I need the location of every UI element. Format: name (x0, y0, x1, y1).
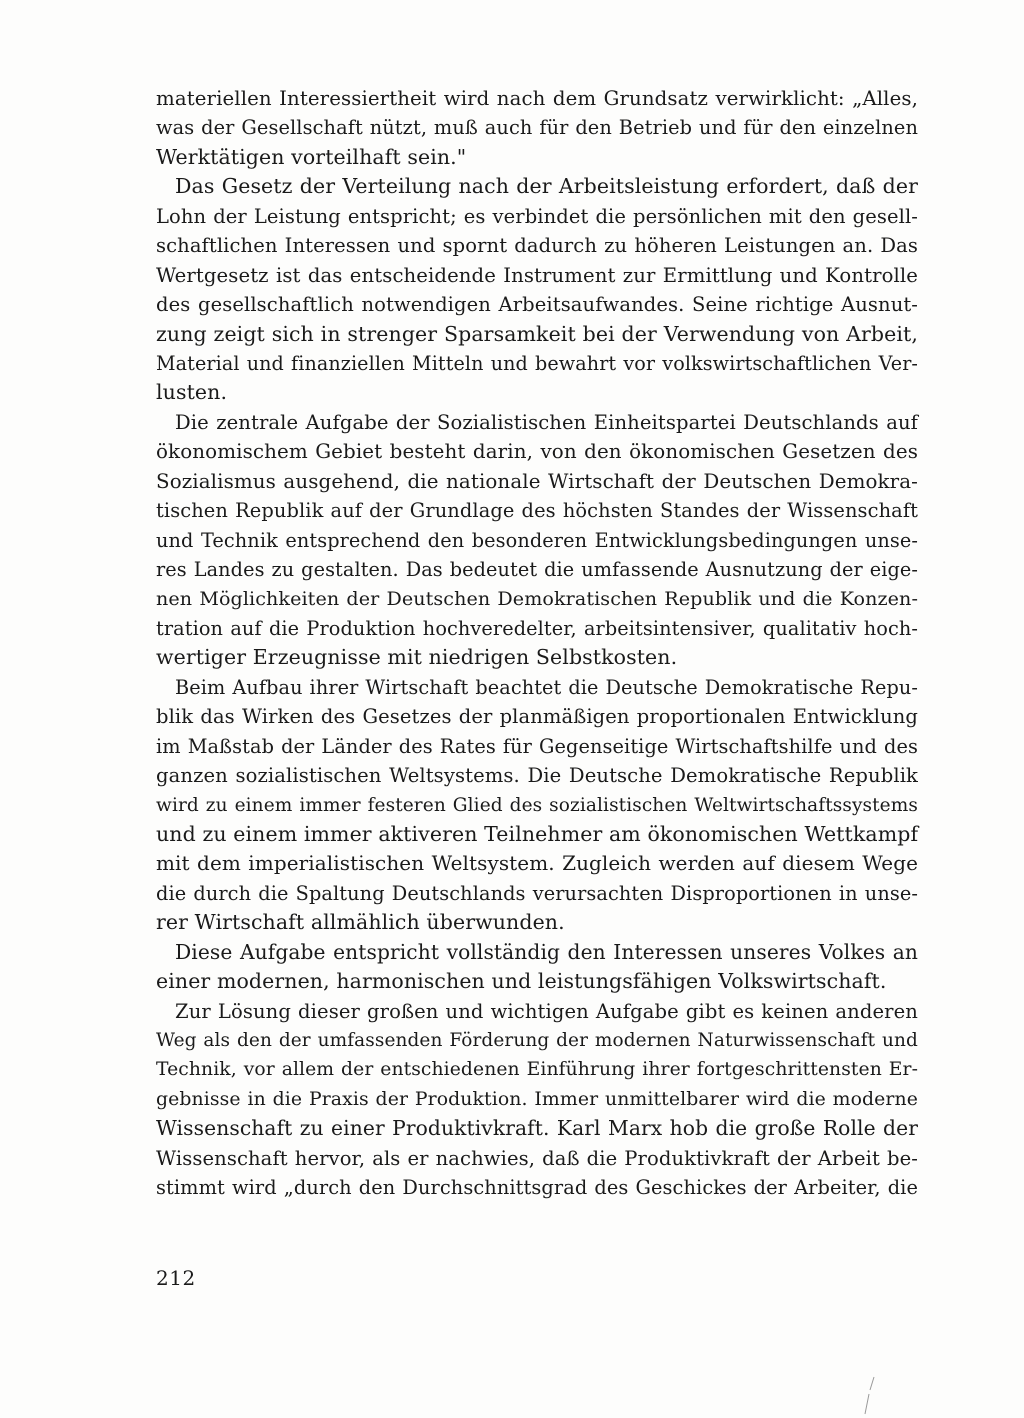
margin-pencil-mark (862, 1376, 864, 1416)
text-line: schaftlichen Interessen und spornt dadurch zu höheren Leistungen an. Das (156, 234, 918, 258)
text-line: einer modernen, harmonischen und leistungsfähigen Volkswirtschaft. (156, 969, 887, 994)
text-line: Das Gesetz der Verteilung nach der Arbeitsleistung erfordert, daß der (175, 174, 918, 199)
text-line: blik das Wirken des Gesetzes der planmäßigen proportionalen Entwicklung (156, 705, 918, 729)
text-line: Material und finanziellen Mitteln und bewahrt vor volkswirtschaftlichen Ver- (156, 351, 918, 375)
text-line: im Maßstab der Länder des Rates für Gegenseitige Wirtschaftshilfe und des (156, 734, 918, 758)
text-line: Wissenschaft zu einer Produktivkraft. Karl Marx hob die große Rolle der (156, 1116, 918, 1141)
text-line: nen Möglichkeiten der Deutschen Demokratischen Republik und die Konzen- (156, 587, 918, 611)
text-line: stimmt wird „durch den Durchschnittsgrad des Geschickes der Arbeiter, die (156, 1176, 918, 1200)
text-line: und zu einem immer aktiveren Teilnehmer am ökonomischen Wettkampf (156, 821, 919, 846)
text-line: lusten. (156, 380, 228, 405)
text-line: Werktätigen vorteilhaft sein." (156, 144, 467, 169)
text-line: materiellen Interessiertheit wird nach dem Grundsatz verwirklicht: „Alles, (156, 87, 918, 110)
text-line: mit dem imperialistischen Weltsystem. Zugleich werden auf diesem Wege (156, 851, 918, 876)
page-number: 212 (156, 1266, 196, 1290)
text-line: gebnisse in die Praxis der Produktion. Immer unmittelbarer wird die moderne (156, 1088, 918, 1110)
text-line: Beim Aufbau ihrer Wirtschaft beachtet die Deutsche Demokratische Repu- (175, 675, 918, 699)
text-line: Diese Aufgabe entspricht vollständig den Interessen unseres Volkes an (175, 939, 918, 964)
text-line: wertiger Erzeugnisse mit niedrigen Selbstkosten. (156, 645, 678, 670)
text-line: zung zeigt sich in strenger Sparsamkeit bei der Verwendung von Arbeit, (156, 321, 918, 346)
text-line: Lohn der Leistung entspricht; es verbindet die persönlichen mit den gesell- (156, 204, 918, 228)
text-line: rer Wirtschaft allmählich überwunden. (156, 910, 565, 935)
text-line: res Landes zu gestalten. Das bedeutet die umfassende Ausnutzung der eige- (156, 558, 918, 581)
text-line: tration auf die Produktion hochveredelter, arbeitsintensiver, qualitativ hoch- (156, 616, 918, 640)
text-line: Technik, vor allem der entschiedenen Einführung ihrer fortgeschrittensten Er- (156, 1059, 918, 1081)
text-line: wird zu einem immer festeren Glied des sozialistischen Weltwirtschaftssystems (156, 794, 918, 816)
body-text (156, 84, 918, 1203)
text-line: Sozialismus ausgehend, die nationale Wirtschaft der Deutschen Demokra- (156, 469, 918, 493)
text-line: ökonomischem Gebiet besteht darin, von den ökonomischen Gesetzen des (156, 440, 918, 464)
text-line: was der Gesellschaft nützt, muß auch für den Betrieb und für den einzelnen (156, 116, 918, 140)
text-line: und Technik entsprechend den besonderen Entwicklungsbedingungen unse- (156, 528, 918, 552)
text-line: die durch die Spaltung Deutschlands verursachten Disproportionen in unse- (156, 881, 918, 905)
text-line: Wissenschaft hervor, als er nachwies, daß die Produktivkraft der Arbeit be- (156, 1146, 918, 1170)
text-line: des gesellschaftlich notwendigen Arbeitsaufwandes. Seine richtige Ausnut- (156, 293, 918, 317)
text-line: Wertgesetz ist das entscheidende Instrument zur Ermittlung und Kontrolle (156, 263, 918, 287)
text-line: Weg als den der umfassenden Förderung der modernen Naturwissenschaft und (156, 1030, 918, 1051)
text-line: tischen Republik auf der Grundlage des höchsten Standes der Wissenschaft (156, 499, 918, 523)
text-line: Zur Lösung dieser großen und wichtigen Aufgabe gibt es keinen anderen (175, 999, 918, 1023)
text-line: Die zentrale Aufgabe der Sozialistischen Einheitspartei Deutschlands auf (175, 410, 918, 434)
text-line: ganzen sozialistischen Weltsystems. Die Deutsche Demokratische Republik (156, 764, 918, 788)
